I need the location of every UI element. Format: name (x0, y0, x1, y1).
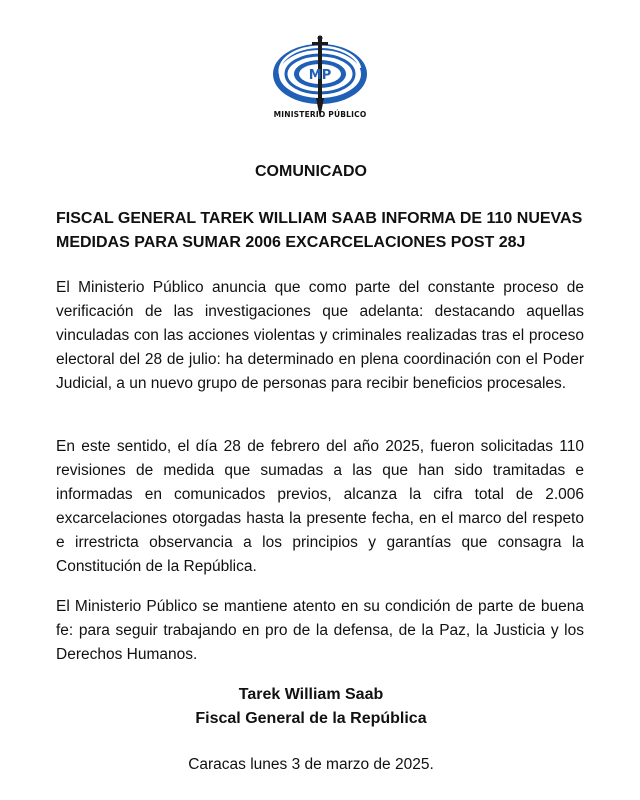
logo-caption: MINISTERIO PÚBLICO (273, 110, 367, 119)
paragraph-2: En este sentido, el día 28 de febrero del año 2025, fueron solicitadas 110 revisiones de medida que sumadas a las que han sido tramitadas e informadas en comunicados previos, alcanza la cifra total de 2.006 excarcelaciones otorgadas hasta la presente fecha, en el marco del respeto e irrestricta observancia a los principios y garantías que consagra la Constitución de la República. (56, 438, 584, 575)
signature-title: Fiscal General de la República (195, 710, 427, 727)
paragraph-1: El Ministerio Público anuncia que como parte del constante proceso de verificación de las investigaciones que adelanta: destacando aquellas vinculadas con las acciones violentas y criminales realizadas tras el proceso electoral del 28 de julio: ha determinado en plena coordinación con el Poder Judicial, a un nuevo grupo de personas para recibir beneficios procesales. (56, 279, 584, 392)
logo-monogram: MP (308, 68, 332, 83)
document-heading: COMUNICADO (255, 163, 367, 180)
document-date: Caracas lunes 3 de marzo de 2025. (188, 756, 434, 773)
headline-line-2: MEDIDAS PARA SUMAR 2006 EXCARCELACIONES POST 28J (56, 234, 526, 251)
signature-name: Tarek William Saab (238, 686, 384, 703)
headline-line-1: FISCAL GENERAL TAREK WILLIAM SAAB INFORMA DE 110 NUEVAS (56, 210, 583, 227)
document-headline (56, 207, 596, 255)
paragraph-3: El Ministerio Público se mantiene atento en su condición de parte de buena fe: para seguir trabajando en pro de la defensa, de la Paz, la Justicia y los Derechos Humanos. (56, 598, 584, 663)
